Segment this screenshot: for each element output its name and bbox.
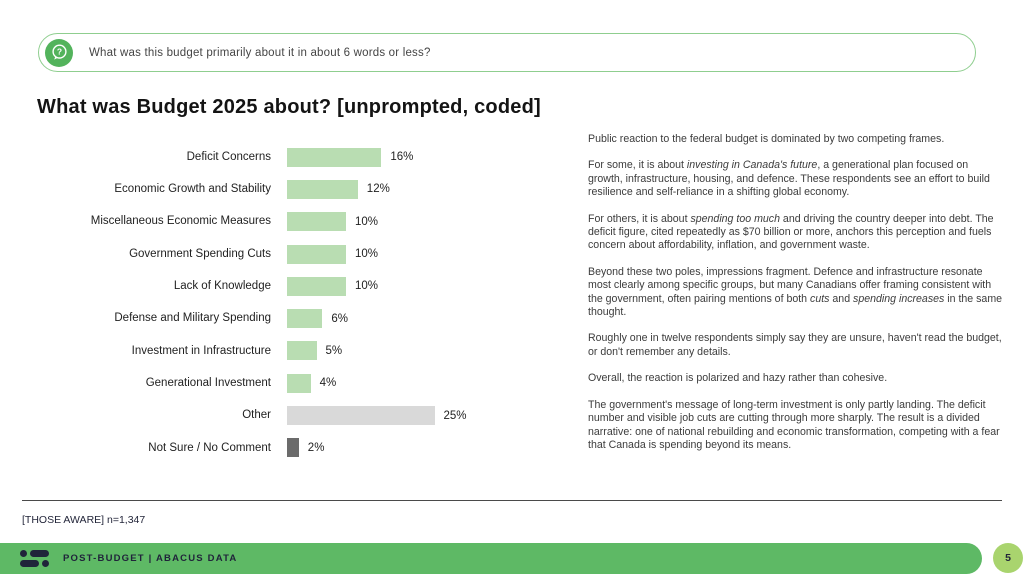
bar (287, 341, 317, 360)
bar-category-label: Economic Growth and Stability (114, 183, 271, 196)
commentary-paragraph: Beyond these two poles, impressions fragment. Defence and infrastructure resonate most clearly among specific groups, but many Canadians offer framing consistent with the government, often pairing mentions of both cuts and spending increases in the same thought. (588, 265, 1003, 319)
chart-row (38, 335, 578, 367)
commentary-paragraph: For some, it is about investing in Canada's future, a generational plan focused on growth, infrastructure, housing, and defence. These respondents see an effort to build resilience and self-reliance in a shifting global economy. (588, 159, 990, 199)
bar-value-label: 2% (307, 441, 325, 454)
chart-row (38, 399, 578, 431)
chart-row (38, 270, 578, 302)
bar-category-label: Defense and Military Spending (114, 312, 271, 325)
bar-value-label: 5% (325, 344, 343, 357)
page-number-badge: 5 (993, 543, 1023, 573)
question-banner (38, 33, 976, 72)
bar (287, 309, 322, 328)
chart-row (38, 432, 578, 464)
chart-row (38, 141, 578, 173)
commentary-paragraph: For others, it is about spending too much and driving the country deeper into debt. The deficit figure, cited repeatedly as $70 billion or more, anchors this perception and fuels concern about affordability, inflation, and government waste. (588, 212, 994, 252)
question-bubble-icon (45, 39, 73, 67)
bar-chart (38, 141, 578, 464)
bar-category-label: Investment in Infrastructure (131, 344, 271, 357)
bar-category-label: Government Spending Cuts (129, 247, 271, 260)
footer-bar (0, 543, 982, 574)
bar (287, 212, 346, 231)
bar-value-label: 16% (390, 151, 414, 164)
bar-category-label: Generational Investment (145, 376, 271, 389)
bar-value-label: 10% (355, 248, 379, 261)
commentary-paragraph: Roughly one in twelve respondents simply say they are unsure, haven't read the budget, or don't remember any details. (588, 332, 1002, 358)
abacus-data-logo-icon (20, 550, 49, 567)
bar-value-label: 4% (319, 377, 337, 390)
sample-footnote: [THOSE AWARE] n=1,347 (22, 514, 146, 526)
bar (287, 438, 299, 457)
bar-value-label: 6% (331, 312, 349, 325)
bar-category-label: Miscellaneous Economic Measures (90, 215, 271, 228)
bar (287, 406, 435, 425)
logo-dash (30, 550, 49, 557)
commentary-paragraph: The government's message of long-term investment is only partly landing. The deficit number and visible job cuts are cutting through more sharply. The result is a divided narrative: one of national rebuilding and economic transformation, competing with a fear that Canada is spending beyond its means. (588, 398, 1000, 451)
commentary-text-block (588, 133, 1003, 465)
bar (287, 180, 358, 199)
commentary-paragraph: Overall, the reaction is polarized and hazy rather than cohesive. (588, 372, 888, 385)
logo-row-top (20, 550, 49, 557)
logo-dash (20, 560, 39, 567)
logo-dot (42, 560, 49, 567)
bar-value-label: 25% (443, 409, 467, 422)
bar-value-label: 10% (355, 215, 379, 228)
banner-question-text: What was this budget primarily about it in about 6 words or less? (89, 46, 431, 59)
logo-dot (20, 550, 27, 557)
bar (287, 374, 311, 393)
bar (287, 277, 346, 296)
bar (287, 148, 381, 167)
bar (287, 245, 346, 264)
chart-row (38, 173, 578, 205)
bar-category-label: Not Sure / No Comment (148, 441, 271, 454)
footer-label: POST-BUDGET | ABACUS DATA (63, 553, 238, 564)
divider-line (22, 500, 1002, 501)
chart-row (38, 367, 578, 399)
bar-category-label: Deficit Concerns (186, 150, 271, 163)
bar-value-label: 12% (366, 183, 390, 196)
page-title: What was Budget 2025 about? [unprompted, coded] (37, 96, 541, 118)
chart-row (38, 206, 578, 238)
logo-row-bottom (20, 560, 49, 567)
bar-value-label: 10% (355, 280, 379, 293)
commentary-paragraph: Public reaction to the federal budget is dominated by two competing frames. (588, 133, 945, 145)
chart-row (38, 238, 578, 270)
bar-category-label: Other (242, 409, 271, 422)
svg-text:?: ? (56, 46, 62, 57)
bar-category-label: Lack of Knowledge (173, 280, 271, 293)
question-bubble-glyph (50, 43, 69, 62)
chart-row (38, 302, 578, 334)
